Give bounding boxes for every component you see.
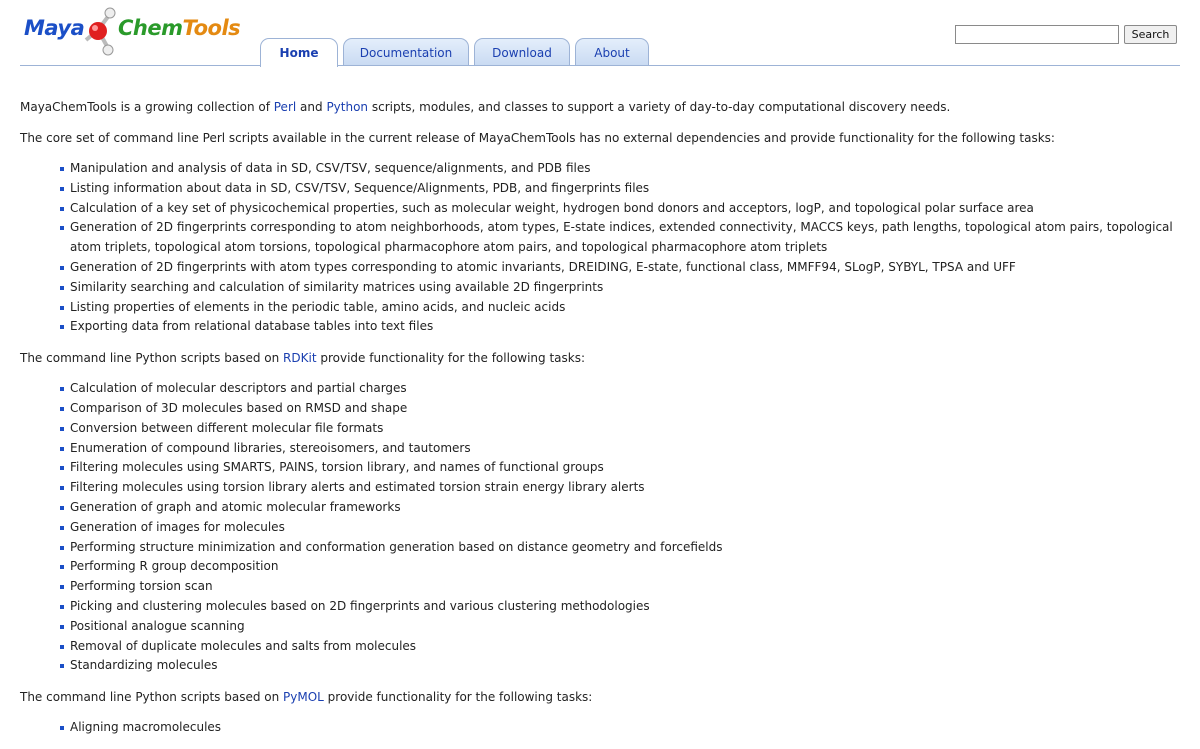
tab-home[interactable]: Home — [260, 38, 338, 67]
list-item: Similarity searching and calculation of similarity matrices using available 2D fingerprints — [70, 278, 1180, 298]
list-item: Performing torsion scan — [70, 577, 1180, 597]
tab-documentation[interactable]: Documentation — [343, 38, 469, 66]
list-item: Filtering molecules using SMARTS, PAINS, torsion library, and names of functional groups — [70, 458, 1180, 478]
list-item: Performing structure minimization and conformation generation based on distance geometry and forcefields — [70, 538, 1180, 558]
list-item: Filtering molecules using torsion library alerts and estimated torsion strain energy library alerts — [70, 478, 1180, 498]
rdkit-task-list — [20, 379, 1180, 676]
perl-task-list — [20, 159, 1180, 337]
pymol-link[interactable]: PyMOL — [283, 690, 324, 705]
list-item: Calculation of a key set of physicochemical properties, such as molecular weight, hydrogen bond donors and acceptors, logP, and topological polar surface area — [70, 199, 1180, 219]
logo-text-tools: Tools — [182, 16, 241, 40]
logo-text-chemtools — [118, 16, 240, 40]
list-item: Calculation of molecular descriptors and partial charges — [70, 379, 1180, 399]
list-item: Manipulation and analysis of data in SD, CSV/TSV, sequence/alignments, and PDB files — [70, 159, 1180, 179]
logo-text-maya: Maya — [24, 16, 85, 40]
intro-paragraph — [20, 97, 1180, 117]
perl-section-text: The core set of command line Perl scripts available in the current release of MayaChemTools has no external dependencies and provide functionality for the following tasks: — [20, 131, 1055, 145]
search-input[interactable] — [955, 25, 1119, 44]
pymol-task-list — [20, 718, 1180, 738]
list-item: Exporting data from relational database tables into text files — [70, 317, 1180, 337]
site-header — [0, 0, 1200, 70]
pymol-text-end: provide functionality for the following tasks: — [323, 690, 593, 705]
tab-download[interactable]: Download — [474, 38, 570, 66]
list-item: Enumeration of compound libraries, stereoisomers, and tautomers — [70, 439, 1180, 459]
search-button[interactable]: Search — [1124, 25, 1177, 44]
main-content — [20, 97, 1180, 749]
list-item: Positional analogue scanning — [70, 617, 1180, 637]
list-item: Comparison of 3D molecules based on RMSD and shape — [70, 399, 1180, 419]
pymol-section-text — [20, 687, 1180, 707]
logo-text-chem: Chem — [118, 16, 183, 40]
intro-text-end: scripts, modules, and classes to support a variety of day-to-day computational discovery needs. — [368, 100, 951, 114]
main-nav-tabs — [260, 38, 654, 66]
rdkit-section-text — [20, 348, 1180, 368]
intro-text: MayaChemTools is a growing collection of — [20, 100, 274, 114]
site-logo[interactable] — [24, 4, 244, 60]
list-item: Listing properties of elements in the periodic table, amino acids, and nucleic acids — [70, 298, 1180, 318]
molecule-icon — [78, 4, 118, 60]
tab-about[interactable]: About — [575, 38, 649, 66]
list-item: Generation of images for molecules — [70, 518, 1180, 538]
nav-divider — [20, 65, 1180, 66]
list-item: Conversion between different molecular file formats — [70, 419, 1180, 439]
list-item: Picking and clustering molecules based on 2D fingerprints and various clustering methodologies — [70, 597, 1180, 617]
list-item: Generation of 2D fingerprints with atom types corresponding to atomic invariants, DREIDING, E-state, functional class, MMFF94, SLogP, SYBYL, TPSA and UFF — [70, 258, 1180, 278]
rdkit-text: The command line Python scripts based on — [20, 351, 284, 366]
list-item: Listing information about data in SD, CSV/TSV, Sequence/Alignments, PDB, and fingerprints files — [70, 179, 1180, 199]
python-link[interactable]: Python — [326, 100, 369, 114]
list-item: Aligning macromolecules — [70, 718, 1180, 738]
list-item: Removal of duplicate molecules and salts from molecules — [70, 637, 1180, 657]
perl-link[interactable]: Perl — [273, 100, 297, 114]
intro-text-and: and — [296, 100, 327, 114]
list-item: Generation of 2D fingerprints corresponding to atom neighborhoods, atom types, E-state indices, extended connectivity, MACCS keys, path lengths, topological atom pairs, topological atom triplets, topological atom torsions, topological pharmacophore atom pairs, and topological pharmacophore atom triplets — [70, 218, 1180, 258]
list-item: Performing R group decomposition — [70, 557, 1180, 577]
rdkit-text-end: provide functionality for the following tasks: — [316, 351, 586, 366]
pymol-text: The command line Python scripts based on — [20, 690, 284, 705]
rdkit-link[interactable]: RDKit — [283, 351, 317, 366]
list-item: Standardizing molecules — [70, 656, 1180, 676]
list-item: Generation of graph and atomic molecular frameworks — [70, 498, 1180, 518]
search-form — [955, 25, 1177, 44]
